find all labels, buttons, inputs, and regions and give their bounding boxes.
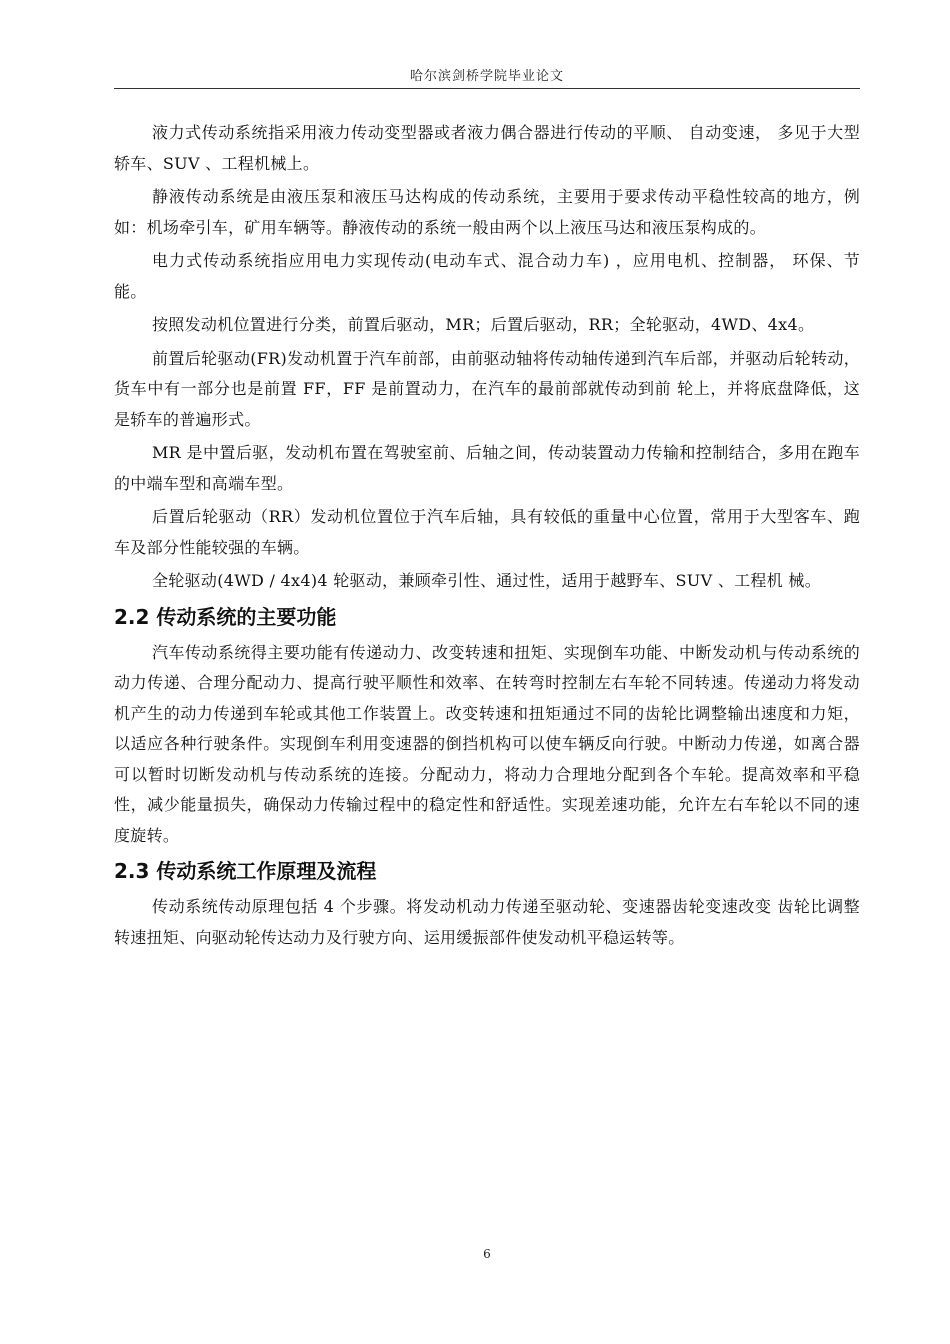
body-text [114, 118, 860, 956]
paragraph-mid-engine-rear-drive: MR 是中置后驱，发动机布置在驾驶室前、后轴之间，传动装置动力传输和控制结合，多用在跑车的中端车型和高端车型。 [114, 443, 860, 493]
section-heading-2-3: 2.3 传动系统工作原理及流程 [114, 859, 377, 883]
paragraph-working-principle: 传动系统传动原理包括 4 个步骤。将发动机动力传递至驱动轮、变速器齿轮变速改变 齿轮比调整转速扭矩、向驱动轮传达动力及行驶方向、运用缓振部件使发动机平稳运转等。 [114, 897, 860, 947]
paragraph-all-wheel-drive: 全轮驱动(4WD / 4x4)4 轮驱动，兼顾牵引性、通过性，适用于越野车、SUV 、工程机 械。 [152, 571, 822, 590]
paragraph-hydraulic-transmission: 液力式传动系统指采用液力传动变型器或者液力偶合器进行传动的平顺、 自动变速， 多见于大型轿车、SUV 、工程机械上。 [114, 123, 860, 173]
running-header: 哈尔滨剑桥学院毕业论文 [409, 69, 564, 84]
paragraph-main-functions: 汽车传动系统得主要功能有传递动力、改变转速和扭矩、实现倒车功能、中断发动机与传动系统的动力传递、合理分配动力、提高行驶平顺性和效率、在转弯时控制左右车轮不同转速。传递动力将发动机产生的动力传递到车轮或其他工作装置上。改变转速和扭矩通过不同的齿轮比调整输出速度和力矩，以适应各种行驶条件。实现倒车利用变速器的倒挡机构可以使车辆反向行驶。中断动力传递，如离合器可以暂时切断发动机与传动系统的连接。分配动力，将动力合理地分配到各个车轮。提高效率和平稳性，减少能量损失，确保动力传输过程中的稳定性和舒适性。实现差速功能，允许左右车轮以不同的速度旋转。 [114, 642, 860, 845]
page-number: 6 [483, 1247, 491, 1261]
paragraph-hydrostatic-transmission: 静液传动系统是由液压泵和液压马达构成的传动系统，主要用于要求传动平稳性较高的地方，例如：机场牵引车，矿用车辆等。静液传动的系统一般由两个以上液压马达和液压泵构成的。 [114, 187, 860, 237]
paragraph-front-engine-rear-drive: 前置后轮驱动(FR)发动机置于汽车前部，由前驱动轴将传动轴传递到汽车后部，并驱动后轮转动，货车中有一部分也是前置 FF，FF 是前置动力，在汽车的最前部就传动到前 轮上，并将底盘降低，这是轿车的普遍形式。 [114, 348, 860, 429]
paragraph-engine-position-classification: 按照发动机位置进行分类，前置后驱动，MR；后置后驱动，RR；全轮驱动，4WD、4x4。 [152, 315, 815, 334]
header-divider [114, 88, 860, 89]
paragraph-rear-engine-rear-drive: 后置后轮驱动（RR）发动机位置位于汽车后轴，具有较低的重量中心位置，常用于大型客车、跑车及部分性能较强的车辆。 [114, 507, 860, 557]
section-heading-2-2: 2.2 传动系统的主要功能 [114, 604, 337, 629]
paragraph-electric-transmission: 电力式传动系统指应用电力实现传动(电动车式、混合动力车) ，应用电机、控制器， 环保、节能。 [114, 251, 860, 301]
